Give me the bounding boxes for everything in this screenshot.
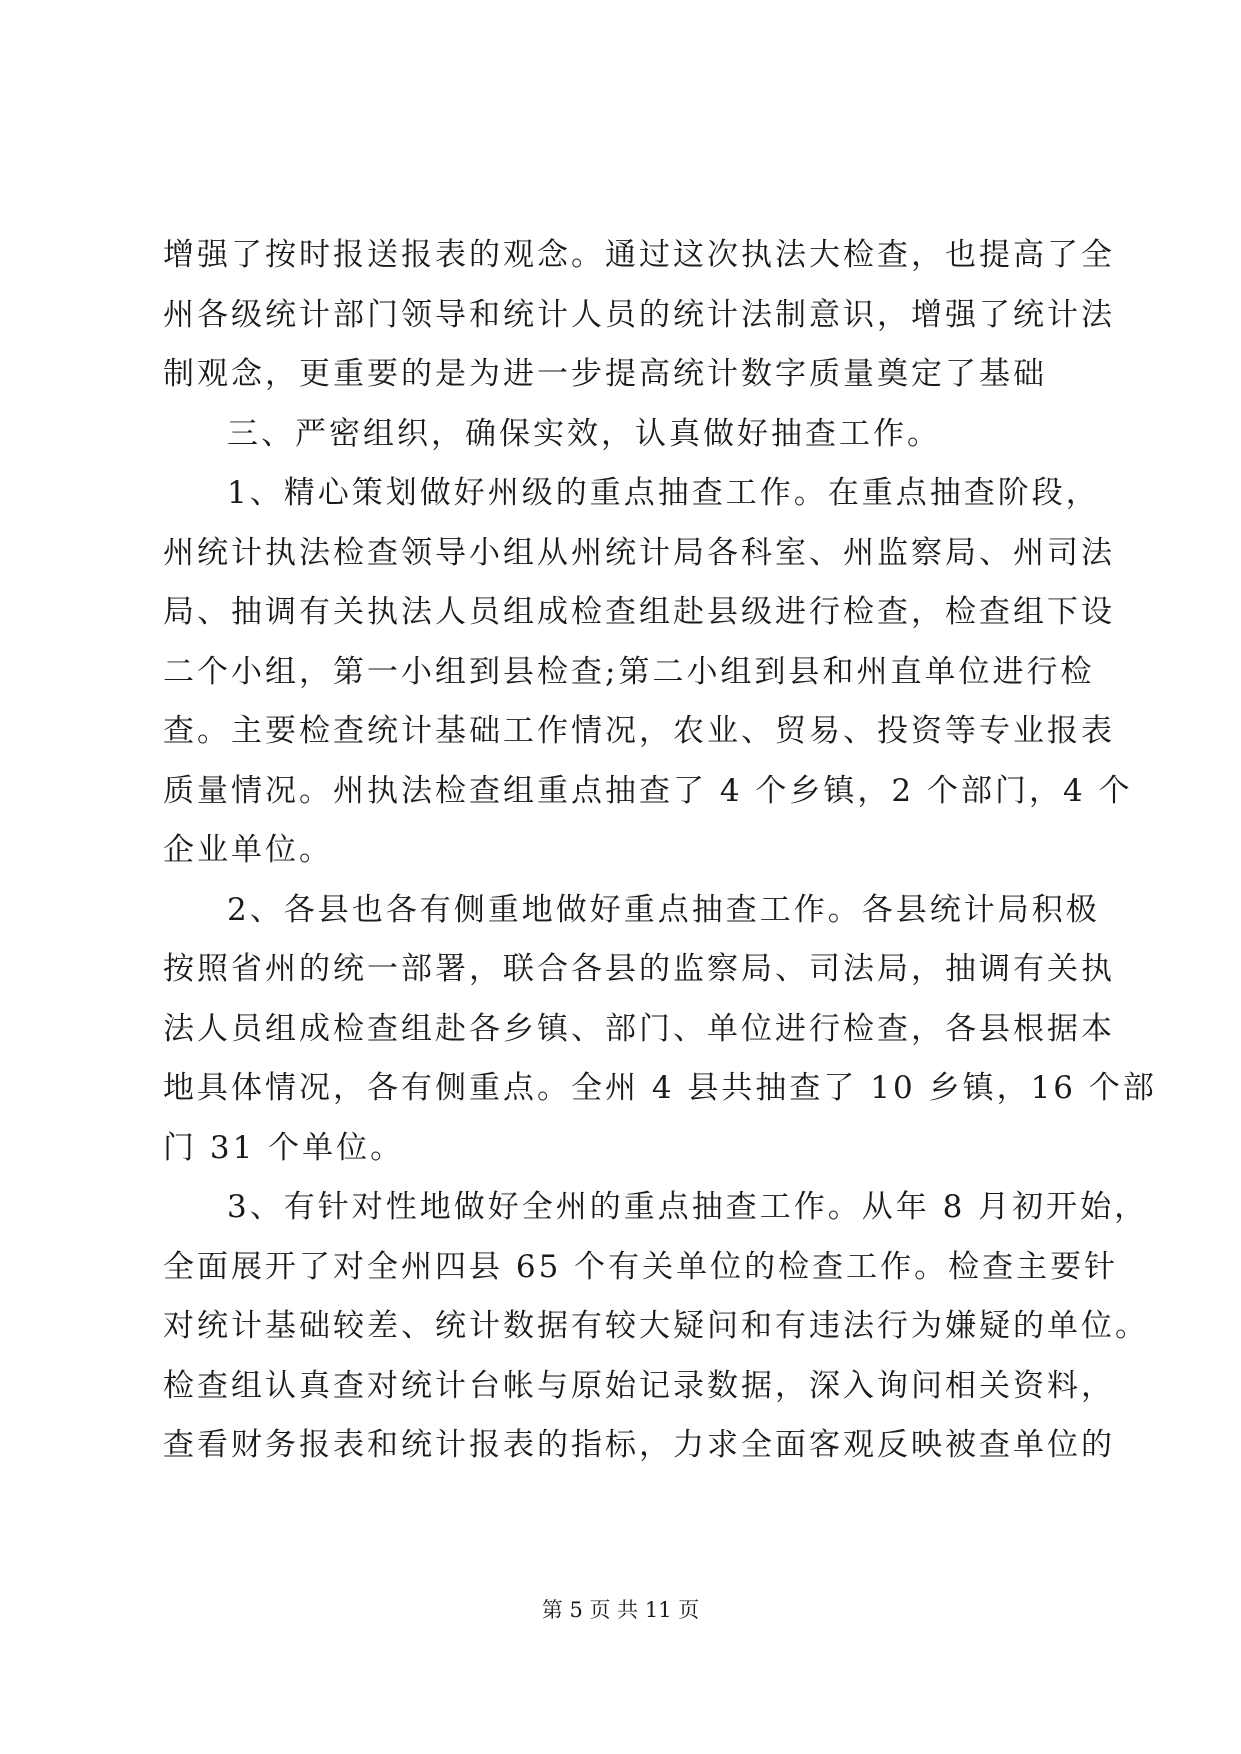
text-line: 二个小组，第一小组到县检查;第二小组到县和州直单位进行检 — [163, 653, 1095, 690]
text-line: 增强了按时报送报表的观念。通过这次执法大检查，也提高了全 — [163, 237, 1115, 273]
body-text — [163, 226, 1157, 1476]
text-line: 州各级统计部门领导和统计人员的统计法制意识，增强了统计法 — [163, 296, 1115, 333]
text-line: 1、精心策划做好州级的重点抽查工作。在重点抽查阶段， — [227, 475, 1100, 511]
page-number-footer: 第 5 页 共 11 页 — [541, 1598, 700, 1622]
text-line: 对统计基础较差、统计数据有较大疑问和有违法行为嫌疑的单位。 — [163, 1308, 1149, 1344]
text-line: 查。主要检查统计基础工作情况，农业、贸易、投资等专业报表 — [163, 713, 1115, 749]
text-line: 按照省州的统一部署，联合各县的监察局、司法局，抽调有关执 — [163, 951, 1115, 987]
text-line: 企业单位。 — [163, 832, 333, 868]
text-line: 2、各县也各有侧重地做好重点抽查工作。各县统计局积极 — [227, 891, 1100, 928]
text-line: 制观念，更重要的是为进一步提高统计数字质量奠定了基础 — [163, 356, 1047, 392]
text-line: 3、有针对性地做好全州的重点抽查工作。从年 8 月初开始， — [227, 1189, 1149, 1225]
text-line: 门 31 个单位。 — [163, 1129, 405, 1166]
text-line: 质量情况。州执法检查组重点抽查了 4 个乡镇，2 个部门，4 个 — [163, 772, 1133, 809]
text-line: 法人员组成检查组赴各乡镇、部门、单位进行检查，各县根据本 — [163, 1010, 1115, 1047]
text-line: 查看财务报表和统计报表的指标，力求全面客观反映被查单位的 — [163, 1427, 1115, 1463]
text-line: 地具体情况，各有侧重点。全州 4 县共抽查了 10 乡镇，16 个部 — [163, 1070, 1157, 1106]
text-line: 全面展开了对全州四县 65 个有关单位的检查工作。检查主要针 — [163, 1248, 1119, 1285]
text-line: 局、抽调有关执法人员组成检查组赴县级进行检查，检查组下设 — [163, 594, 1115, 630]
text-line: 检查组认真查对统计台帐与原始记录数据，深入询问相关资料， — [163, 1367, 1115, 1404]
section-heading: 三、严密组织，确保实效，认真做好抽查工作。 — [227, 415, 941, 452]
text-line: 州统计执法检查领导小组从州统计局各科室、州监察局、州司法 — [163, 534, 1115, 571]
